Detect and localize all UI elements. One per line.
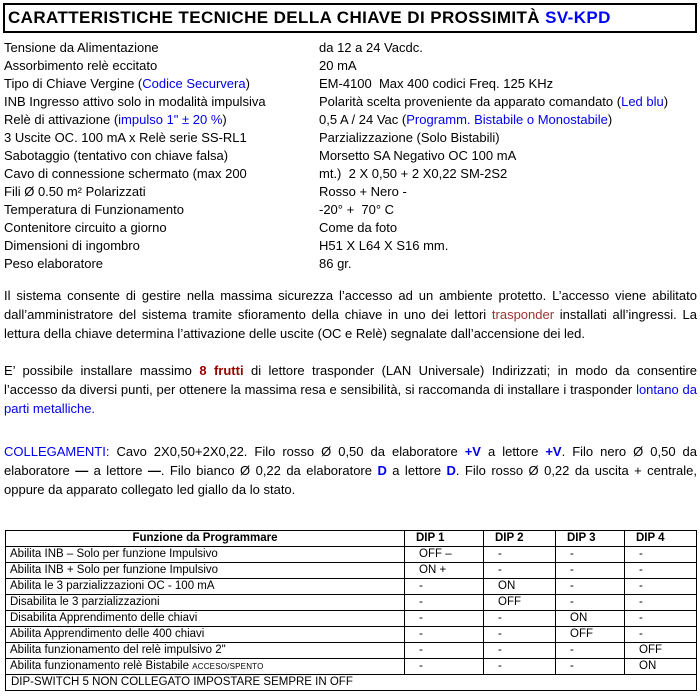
spec-value: 86 gr. [319, 256, 352, 271]
spec-row [0, 75, 700, 93]
spec-list [0, 39, 700, 273]
function-cell: Abilita Apprendimento delle 400 chiavi [6, 627, 405, 643]
spec-row [0, 39, 700, 57]
table-row [6, 579, 697, 595]
function-cell: Abilita funzionamento relè Bistabile ACCESO/SPENTO [6, 659, 405, 675]
dip1-cell: OFF – [405, 547, 484, 563]
spec-row [0, 237, 700, 255]
dip1-cell: - [405, 643, 484, 659]
dip2-cell: - [484, 547, 556, 563]
table-row [6, 627, 697, 643]
dip1-cell: - [405, 611, 484, 627]
table-footer-note: DIP-SWITCH 5 NON COLLEGATO IMPOSTARE SEMPRE IN OFF [6, 675, 697, 691]
column-header-dip3: DIP 3 [556, 531, 625, 547]
dip1-cell: - [405, 659, 484, 675]
table-row [6, 595, 697, 611]
dip2-cell: - [484, 627, 556, 643]
spec-value: Rosso + Nero - [319, 184, 407, 199]
spec-value: 20 mA [319, 58, 357, 73]
dip3-cell: - [556, 595, 625, 611]
dip4-cell: - [625, 595, 697, 611]
spec-label: INB Ingresso attivo solo in modalità impulsiva [4, 94, 266, 109]
dip1-cell: ON + [405, 563, 484, 579]
dip4-cell: - [625, 611, 697, 627]
dip-switch-table [5, 530, 697, 691]
dip4-cell: - [625, 563, 697, 579]
spec-value: 0,5 A / 24 Vac (Programm. Bistabile o Monostabile) [319, 112, 613, 127]
table-header-row [6, 531, 697, 547]
dip2-cell: ON [484, 579, 556, 595]
column-header-dip1: DIP 1 [405, 531, 484, 547]
dip3-cell: ON [556, 611, 625, 627]
dip3-cell: OFF [556, 627, 625, 643]
dip3-cell: - [556, 579, 625, 595]
spec-label: Cavo di connessione schermato (max 200 [4, 166, 247, 181]
spec-label: Temperatura di Funzionamento [4, 202, 184, 217]
dip4-cell: - [625, 579, 697, 595]
table-row [6, 611, 697, 627]
spec-value: da 12 a 24 Vacdc. [319, 40, 423, 55]
spec-label: Tipo di Chiave Vergine (Codice Securvera) [4, 76, 250, 91]
dip3-cell: - [556, 563, 625, 579]
spec-value: Morsetto SA Negativo OC 100 mA [319, 148, 517, 163]
dip4-cell: OFF [625, 643, 697, 659]
function-cell: Abilita funzionamento del relè impulsivo 2" [6, 643, 405, 659]
function-cell: Disabilita Apprendimento delle chiavi [6, 611, 405, 627]
table-row [6, 563, 697, 579]
dip2-cell: - [484, 611, 556, 627]
description-paragraph-installation: E’ possibile installare massimo 8 frutti di lettore trasponder (LAN Universale) Indirizzati; in modo da consentire l’accesso da diversi punti, per ottenere la massima resa e sensibilità, si raccomanda di installare i trasponder lontano da parti metalliche. [4, 363, 697, 416]
spec-row [0, 111, 700, 129]
table-footer-row [6, 675, 697, 691]
dip1-cell: - [405, 595, 484, 611]
spec-label: Assorbimento relè eccitato [4, 58, 158, 73]
dip1-cell: - [405, 627, 484, 643]
spec-row [0, 165, 700, 183]
spec-row [0, 201, 700, 219]
column-header-dip2: DIP 2 [484, 531, 556, 547]
spec-row [0, 147, 700, 165]
column-header-dip4: DIP 4 [625, 531, 697, 547]
table-row [6, 659, 697, 675]
spec-value: H51 X L64 X S16 mm. [319, 238, 449, 253]
spec-value: Parzializzazione (Solo Bistabili) [319, 130, 500, 145]
dip4-cell: ON [625, 659, 697, 675]
dip4-cell: - [625, 547, 697, 563]
spec-row [0, 219, 700, 237]
spec-label: Fili Ø 0.50 m² Polarizzati [4, 184, 146, 199]
spec-value: EM-4100 Max 400 codici Freq. 125 KHz [319, 76, 554, 91]
function-cell: Abilita le 3 parzializzazioni OC - 100 mA [6, 579, 405, 595]
function-cell: Disabilita le 3 parzializzazioni [6, 595, 405, 611]
spec-label: Peso elaboratore [4, 256, 104, 271]
column-header-function: Funzione da Programmare [6, 531, 405, 547]
dip3-cell: - [556, 547, 625, 563]
spec-label: Tensione da Alimentazione [4, 40, 159, 55]
dip4-cell: - [625, 627, 697, 643]
dip2-cell: - [484, 659, 556, 675]
spec-label: Relè di attivazione (impulso 1" ± 20 %) [4, 112, 227, 127]
spec-label: Contenitore circuito a giorno [4, 220, 167, 235]
dip2-cell: OFF [484, 595, 556, 611]
dip1-cell: - [405, 579, 484, 595]
spec-label: 3 Uscite OC. 100 mA x Relè serie SS-RL1 [4, 130, 247, 145]
spec-value: mt.) 2 X 0,50 + 2 X0,22 SM-2S2 [319, 166, 508, 181]
dip3-cell: - [556, 659, 625, 675]
spec-value: -20° + 70° C [319, 202, 395, 217]
dip3-cell: - [556, 643, 625, 659]
dip2-cell: - [484, 643, 556, 659]
spec-row [0, 93, 700, 111]
spec-value: Polarità scelta proveniente da apparato comandato (Led blu) [319, 94, 669, 109]
spec-label: Sabotaggio (tentativo con chiave falsa) [4, 148, 229, 163]
function-cell: Abilita INB – Solo per funzione Impulsivo [6, 547, 405, 563]
description-paragraph-system: Il sistema consente di gestire nella massima sicurezza l’accesso ad un ambiente protetto. L’accesso viene abilitato dall’amministratore del sistema tramite sfioramento della chiave in uno dei lettori trasponder installati all’ingressi. La lettura della chiave determina l’attivazione delle uscite (OC e Relè) segnalate dall’accensione dei led. [4, 288, 697, 341]
table-row [6, 643, 697, 659]
table-row [6, 547, 697, 563]
description-paragraph-collegamenti: COLLEGAMENTI: Cavo 2X0,50+2X0,22. Filo rosso Ø 0,50 da elaboratore +V a lettore +V. Filo nero Ø 0,50 da elaboratore — a lettore —. Filo bianco Ø 0,22 da elaboratore D a lettore D. Filo rosso Ø 0,22 da uscita + centrale, oppure da apparato collegato led giallo da lo stato. [4, 444, 697, 497]
document-title: CARATTERISTICHE TECNICHE DELLA CHIAVE DI PROSSIMITÀ SV-KPD [3, 3, 697, 33]
function-cell: Abilita INB + Solo per funzione Impulsivo [6, 563, 405, 579]
spec-row [0, 129, 700, 147]
dip2-cell: - [484, 563, 556, 579]
spec-row [0, 255, 700, 273]
spec-value: Come da foto [319, 220, 398, 235]
spec-row [0, 183, 700, 201]
spec-row [0, 57, 700, 75]
spec-label: Dimensioni di ingombro [4, 238, 140, 253]
